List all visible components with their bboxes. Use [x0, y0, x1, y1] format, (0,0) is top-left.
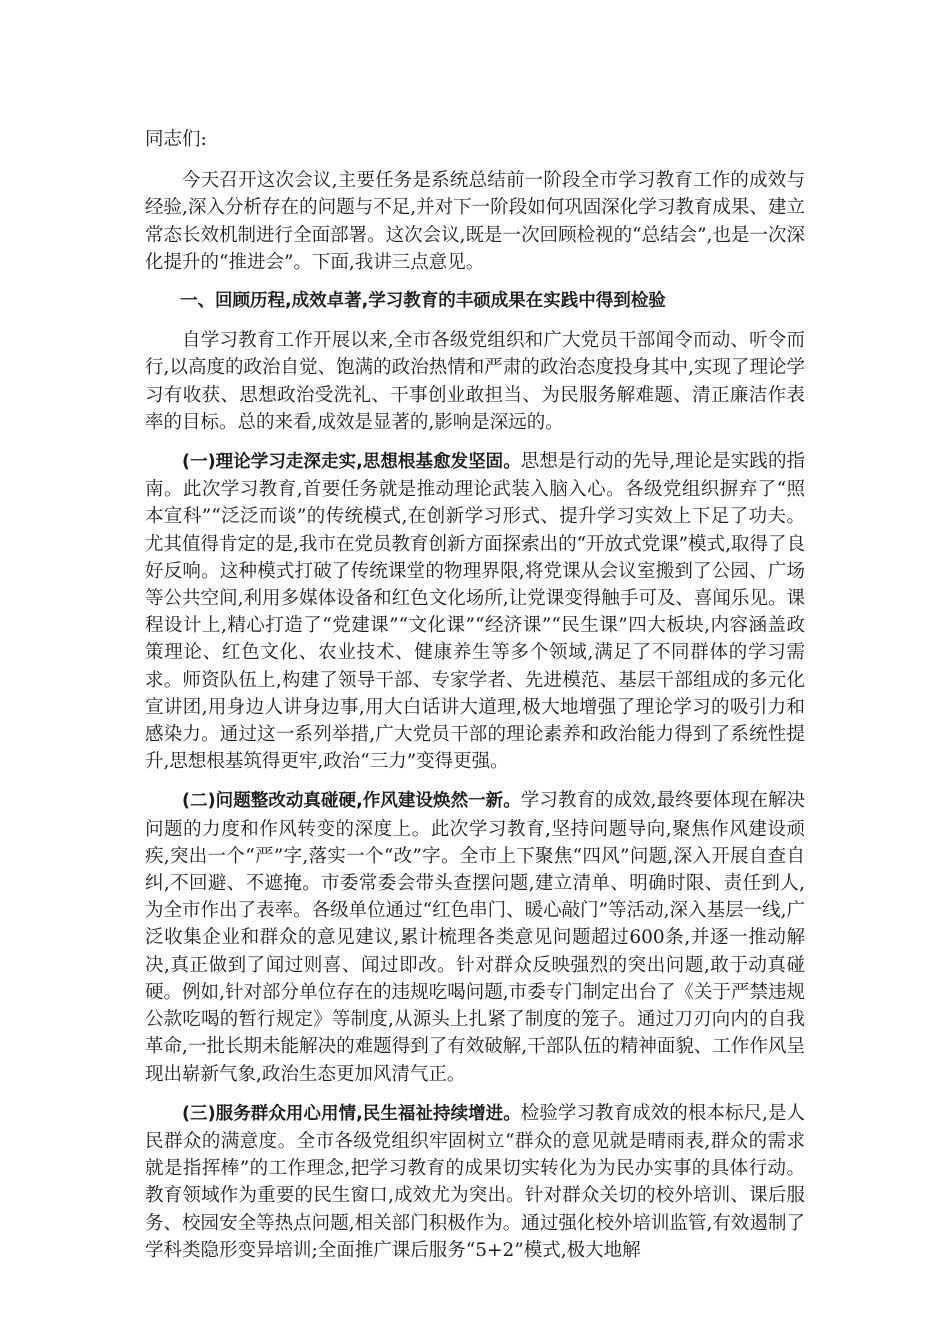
point-1-title: (一)理论学习走深走实,思想根基愈发坚固。	[182, 452, 521, 473]
point-2-paragraph	[145, 787, 805, 1087]
point-3-body: 检验学习教育成效的根本标尺,是人民群众的满意度。全市各级党组织牢固树立“群众的意见就是晴雨表,群众的需求就是指挥棒”的工作理念,把学习教育的成果切实转化为为民办实事的具体行动。教育领域作为重要的民生窗口,成效尤为突出。针对群众关切的校外培训、课后服务、校园安全等热点问题,相关部门积极作为。通过强化校外培训监管,有效遏制了学科类隐形变异培训;全面推广课后服务“5+2”模式,极大地解	[145, 1102, 805, 1261]
point-1-paragraph	[145, 448, 805, 775]
document-body	[145, 126, 805, 1276]
point-3-title: (三)服务群众用心用情,民生福祉持续增进。	[182, 1103, 521, 1124]
section-heading-1: 一、回顾历程,成效卓著,学习教育的丰硕成果在实践中得到检验	[180, 291, 666, 312]
point-3-paragraph	[145, 1100, 805, 1264]
greeting: 同志们:	[145, 129, 207, 150]
point-2-body: 学习教育的成效,最终要体现在解决问题的力度和作风转变的深度上。此次学习教育,坚持问题导向,聚焦作风建设顽疾,突出一个“严”字,落实一个“改”字。全市上下聚焦“四风”问题,深入开展自查自纠,不回避、不遮掩。市委常委会带头查摆问题,建立清单、明确时限、责任到人,为全市作出了表率。各级单位通过“红色串门、暖心敲门”等活动,深入基层一线,广泛收集企业和群众的意见建议,累计梳理各类意见问题超过600条,并逐一推动解决,真正做到了闻过则喜、闻过即改。针对群众反映强烈的突出问题,敢于动真碰硬。例如,针对部分单位存在的违规吃喝问题,市委专门制定出台了《关于严禁违规公款吃喝的暂行规定》等制度,从源头上扎紧了制度的笼子。通过刀刃向内的自我革命,一批长期未能解决的难题得到了有效破解,干部队伍的精神面貌、工作作风呈现出崭新气象,政治生态更加风清气正。	[145, 790, 805, 1085]
section-1-intro-paragraph: 自学习教育工作开展以来,全市各级党组织和广大党员干部闻令而动、听令而行,以高度的政治自觉、饱满的政治热情和严肃的政治态度投身其中,实现了理论学习有收获、思想政治受洗礼、干事创业敢担当、为民服务解难题、清正廉洁作表率的目标。总的来看,成效是显著的,影响是深远的。	[145, 330, 805, 433]
point-2-title: (二)问题整改动真碰硬,作风建设焕然一新。	[182, 791, 521, 812]
intro-paragraph: 今天召开这次会议,主要任务是系统总结前一阶段全市学习教育工作的成效与经验,深入分析存在的问题与不足,并对下一阶段如何巩固深化学习教育成果、建立常态长效机制进行全面部署。这次会议,既是一次回顾检视的“总结会”,也是一次深化提升的“推进会”。下面,我讲三点意见。	[145, 170, 805, 273]
point-1-body: 思想是行动的先导,理论是实践的指南。此次学习教育,首要任务就是推动理论武装入脑入心。各级党组织摒弃了“照本宣科”“泛泛而谈”的传统模式,在创新学习形式、提升学习实效上下足了功夫。尤其值得肯定的是,我市在党员教育创新方面探索出的“开放式党课”模式,取得了良好反响。这种模式打破了传统课堂的物理界限,将党课从会议室搬到了公园、广场等公共空间,利用多媒体设备和红色文化场所,让党课变得触手可及、喜闻乐见。课程设计上,精心打造了“党建课”“文化课”“经济课”“民生课”四大板块,内容涵盖政策理论、红色文化、农业技术、健康养生等多个领域,满足了不同群体的学习需求。师资队伍上,构建了领导干部、专家学者、先进模范、基层干部组成的多元化宣讲团,用身边人讲身边事,用大白话讲大道理,极大地增强了理论学习的吸引力和感染力。通过这一系列举措,广大党员干部的理论素养和政治能力得到了系统性提升,思想根基筑得更牢,政治“三力”变得更强。	[145, 451, 805, 773]
